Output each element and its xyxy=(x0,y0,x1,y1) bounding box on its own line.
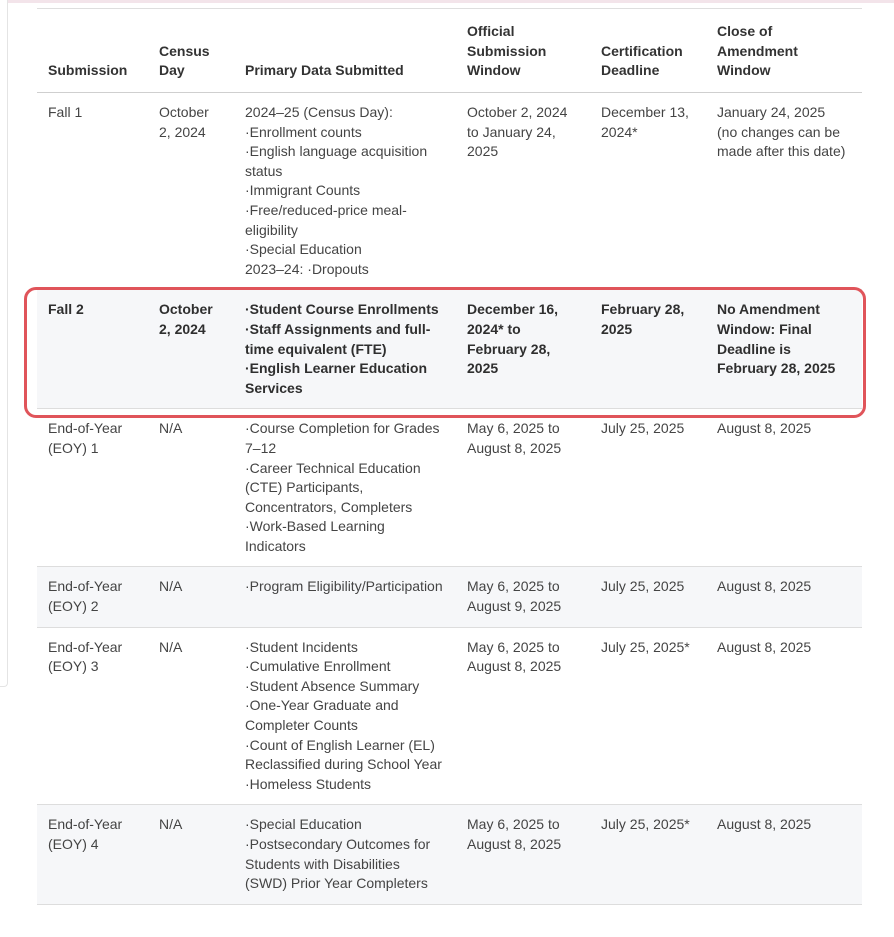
cell-certification-deadline: July 25, 2025* xyxy=(590,805,706,904)
cell-census-day: N/A xyxy=(148,567,234,627)
cell-primary-data: ·Student Incidents ·Cumulative Enrollment ·Student Absence Summary ·One-Year Graduate and Completer Counts ·Count of English Learner (EL) Reclassified during School Year ·Homeless Students xyxy=(234,627,456,805)
table-row xyxy=(37,567,862,627)
cell-primary-data: ·Program Eligibility/Participation xyxy=(234,567,456,627)
top-strip xyxy=(0,0,894,3)
side-panel-edge xyxy=(0,0,8,687)
cell-submission: End-of-Year (EOY) 2 xyxy=(37,567,148,627)
cell-submission-window: May 6, 2025 to August 9, 2025 xyxy=(456,567,590,627)
cell-certification-deadline: July 25, 2025* xyxy=(590,627,706,805)
cell-primary-data: ·Course Completion for Grades 7–12 ·Career Technical Education (CTE) Participants, Concentrators, Completers ·Work-Based Learning Indicators xyxy=(234,409,456,567)
header-census-day: Census Day xyxy=(148,9,234,93)
table-row xyxy=(37,93,862,290)
table-row xyxy=(37,805,862,904)
cell-primary-data: 2024–25 (Census Day): ·Enrollment counts ·English language acquisition status ·Immigrant Counts ·Free/reduced-price meal- eligibility ·Special Education 2023–24: ·Dropouts xyxy=(234,93,456,290)
header-amendment-window: Close of Amendment Window xyxy=(706,9,862,93)
cell-submission-window: May 6, 2025 to August 8, 2025 xyxy=(456,409,590,567)
cell-certification-deadline: July 25, 2025 xyxy=(590,409,706,567)
cell-amendment-window: August 8, 2025 xyxy=(706,627,862,805)
header-submission: Submission xyxy=(37,9,148,93)
cell-amendment-window: January 24, 2025 (no changes can be made after this date) xyxy=(706,93,862,290)
submission-schedule-table xyxy=(37,8,862,905)
submission-schedule-table-wrap xyxy=(37,8,862,905)
cell-census-day: N/A xyxy=(148,409,234,567)
table-row-highlighted xyxy=(37,290,862,409)
cell-amendment-window: August 8, 2025 xyxy=(706,409,862,567)
cell-census-day: October 2, 2024 xyxy=(148,290,234,409)
cell-certification-deadline: February 28, 2025 xyxy=(590,290,706,409)
header-certification-deadline: Certification Deadline xyxy=(590,9,706,93)
cell-submission: Fall 2 xyxy=(37,290,148,409)
cell-primary-data: ·Special Education ·Postsecondary Outcomes for Students with Disabilities (SWD) Prior Year Completers xyxy=(234,805,456,904)
cell-census-day: October 2, 2024 xyxy=(148,93,234,290)
cell-submission: Fall 1 xyxy=(37,93,148,290)
table-row xyxy=(37,409,862,567)
cell-primary-data: ·Student Course Enrollments ·Staff Assignments and full- time equivalent (FTE) ·English Learner Education Services xyxy=(234,290,456,409)
cell-certification-deadline: December 13, 2024* xyxy=(590,93,706,290)
cell-submission-window: May 6, 2025 to August 8, 2025 xyxy=(456,627,590,805)
cell-certification-deadline: July 25, 2025 xyxy=(590,567,706,627)
cell-submission: End-of-Year (EOY) 1 xyxy=(37,409,148,567)
cell-submission-window: December 16, 2024* to February 28, 2025 xyxy=(456,290,590,409)
cell-amendment-window: August 8, 2025 xyxy=(706,805,862,904)
header-primary-data: Primary Data Submitted xyxy=(234,9,456,93)
cell-submission: End-of-Year (EOY) 4 xyxy=(37,805,148,904)
cell-submission-window: May 6, 2025 to August 8, 2025 xyxy=(456,805,590,904)
cell-submission-window: October 2, 2024 to January 24, 2025 xyxy=(456,93,590,290)
cell-amendment-window: No Amendment Window: Final Deadline is February 28, 2025 xyxy=(706,290,862,409)
header-submission-window: Official Submission Window xyxy=(456,9,590,93)
cell-amendment-window: August 8, 2025 xyxy=(706,567,862,627)
cell-census-day: N/A xyxy=(148,627,234,805)
table-row xyxy=(37,627,862,805)
cell-census-day: N/A xyxy=(148,805,234,904)
header-row xyxy=(37,9,862,93)
cell-submission: End-of-Year (EOY) 3 xyxy=(37,627,148,805)
